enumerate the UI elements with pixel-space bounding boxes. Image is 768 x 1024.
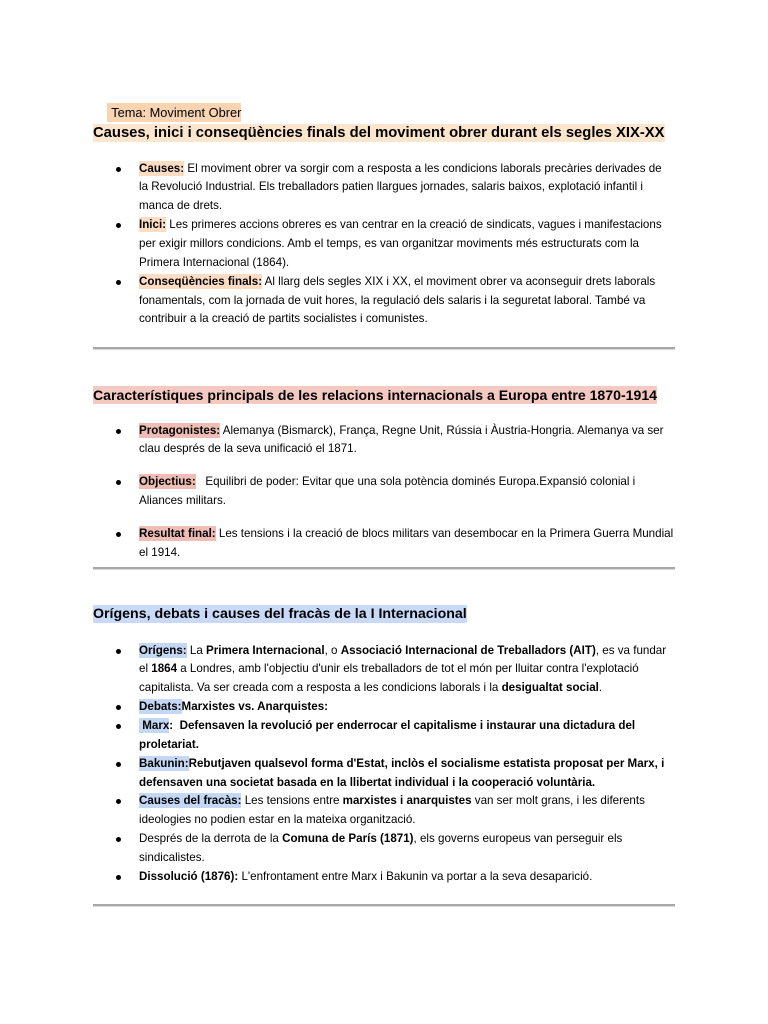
bullet-label: Objectius: — [139, 475, 196, 489]
body-text: Alemanya (Bismarck), França, Regne Unit, Rússia i Àustria-Hongria. Alemanya va ser — [220, 423, 664, 437]
body-text: la Revolució Industrial. Els treballadors patien llargues jornades, salaris baixos, explotació infantil i — [139, 180, 643, 194]
bullet-item — [139, 642, 683, 699]
bold-text: marxistes i anarquistes — [342, 794, 472, 808]
bullet-item — [139, 160, 683, 217]
bullet-item — [139, 717, 683, 755]
text-line — [139, 525, 683, 544]
bullet-icon — [116, 532, 121, 537]
horizontal-rule — [93, 904, 675, 907]
bullet-icon — [116, 837, 121, 842]
bullet-item — [139, 792, 683, 830]
body-text: contribuir a la creació de partits socialistes i comunistes. — [139, 312, 428, 326]
body-text: ideologies no podien estar en la mateixa organització. — [139, 813, 416, 827]
section-heading — [93, 604, 683, 624]
body-text: el 1914. — [139, 546, 181, 560]
body-text: Equilibri de poder: Evitar que una sola potència dominés Europa.Expansió colonial i — [195, 475, 636, 489]
body-text: Al llarg dels segles XIX i XX, el moviment obrer va aconseguir drets laborals — [262, 274, 656, 288]
bullet-icon — [116, 762, 121, 767]
bullet-label: Protagonistes: — [139, 423, 221, 437]
body-text: Les tensions entre — [241, 794, 343, 808]
bullet-label: Conseqüències finals: — [139, 274, 263, 288]
bullet-icon — [116, 799, 121, 804]
body-text: Aliances militars. — [139, 494, 226, 508]
body-text: per exigir millors condicions. Amb el temps, es van organitzar moviments més estructurats com la — [139, 236, 640, 250]
horizontal-rule — [93, 567, 675, 570]
bullet-icon — [116, 429, 121, 434]
text-line — [139, 698, 683, 717]
text-line — [139, 235, 683, 254]
text-line — [139, 254, 683, 273]
section-heading-text: Característiques principals de les relacions internacionals a Europa entre 1870-1914 — [93, 387, 657, 403]
text-line — [139, 197, 683, 216]
bold-text: Marxistes vs. Anarquistes: — [181, 700, 329, 714]
bullet-list — [139, 422, 683, 563]
bullet-item — [139, 698, 683, 717]
text-line — [139, 440, 683, 459]
body-text: El moviment obrer va sorgir com a resposta a les condicions laborals precàries derivades de — [184, 161, 662, 175]
body-text: , o — [324, 643, 341, 657]
text-line — [139, 755, 683, 774]
bullet-item — [139, 755, 683, 793]
bullet-label: Marx — [139, 718, 170, 732]
bullet-icon — [116, 480, 121, 485]
bold-text: Primera Internacional — [206, 643, 325, 657]
bullet-item — [139, 216, 683, 273]
section-heading — [93, 385, 683, 405]
horizontal-rule — [93, 347, 675, 350]
body-text: La — [186, 643, 207, 657]
bullet-list — [139, 160, 683, 330]
body-text: Les primeres accions obreres es van centrar en la creació de sindicats, vagues i manifestacions — [166, 218, 662, 232]
section-heading — [93, 123, 683, 143]
text-line — [139, 422, 683, 441]
body-text: van ser molt grans, i les diferents — [471, 794, 645, 808]
bullet-label: Inici: — [139, 218, 167, 232]
bullet-icon — [116, 223, 121, 228]
text-line — [139, 717, 683, 736]
body-text: sindicalistes. — [139, 850, 205, 864]
bullet-item — [139, 830, 683, 868]
bold-text: proletariat. — [139, 737, 199, 751]
body-text: Les tensions i la creació de blocs militars van desembocar en la Primera Guerra Mundial — [215, 527, 674, 541]
text-line — [139, 160, 683, 179]
bold-text: : Defensaven la revolució per enderrocar el capitalisme i instaurar una dictadura del — [169, 718, 636, 732]
bullet-label: Debats: — [139, 700, 182, 714]
body-text: L'enfrontament entre Marx i Bakunin va portar a la seva desaparició. — [238, 869, 593, 883]
text-line — [139, 473, 683, 492]
bullet-icon — [116, 875, 121, 880]
bullet-label: Orígens: — [139, 643, 187, 657]
bullet-icon — [116, 649, 121, 654]
bullet-list — [139, 642, 683, 887]
bullet-label: Resultat final: — [139, 527, 216, 541]
text-line — [139, 792, 683, 811]
section-international-relations — [93, 385, 683, 563]
bold-text: Rebutjaven qualsevol forma d'Estat, inclòs el socialisme estatista proposat per Marx, i — [188, 756, 665, 770]
section-heading-text: Causes, inici i conseqüències finals del moviment obrer durant els segles XIX-XX — [93, 125, 665, 141]
text-line — [139, 273, 683, 292]
bold-text: desigualtat social — [501, 681, 599, 695]
bullet-icon — [116, 724, 121, 729]
bullet-item — [139, 525, 683, 563]
body-text: capitalista. Va ser creada com a resposta a les condicions laborals i la — [139, 681, 502, 695]
bullet-icon — [116, 167, 121, 172]
bullet-item — [139, 422, 683, 460]
text-line — [139, 679, 683, 698]
text-line — [139, 849, 683, 868]
section-causes — [93, 123, 683, 329]
text-line — [139, 811, 683, 830]
body-text: Primera Internacional (1864). — [139, 255, 290, 269]
bullet-item — [139, 273, 683, 330]
text-line — [139, 178, 683, 197]
text-line — [139, 774, 683, 793]
text-line — [139, 292, 683, 311]
body-text: Després de la derrota de la — [139, 832, 283, 846]
body-text: , els governs europeus van perseguir els — [413, 832, 623, 846]
section-heading-text: Orígens, debats i causes del fracàs de la I Internacional — [93, 606, 467, 622]
bullet-label: Causes: — [139, 161, 185, 175]
bold-text: defensaven una societat basada en la llibertat individual i la cooperació voluntària. — [139, 775, 596, 789]
body-text: el — [139, 662, 152, 676]
text-line — [139, 544, 683, 563]
body-text: a Londres, amb l'objectiu d'unir els treballadors de tot el món per lluitar contra l'explotació — [177, 662, 639, 676]
body-text: . — [598, 681, 603, 695]
text-line — [139, 310, 683, 329]
bullet-icon — [116, 705, 121, 710]
text-line — [139, 736, 683, 755]
text-line — [139, 660, 683, 679]
bold-text: Dissolució (1876): — [139, 869, 239, 883]
text-line — [139, 216, 683, 235]
section-first-international — [93, 604, 683, 887]
text-line — [139, 642, 683, 661]
bold-text: Associació Internacional de Treballadors (AIT) — [340, 643, 596, 657]
bullet-label: Bakunin: — [139, 756, 189, 770]
body-text: , es va fundar — [595, 643, 667, 657]
body-text: fonamentals, com la jornada de vuit hores, la regulació dels salaris i la seguretat laboral. També va — [139, 293, 646, 307]
bullet-item — [139, 473, 683, 511]
body-text: manca de drets. — [139, 199, 223, 213]
bold-text: 1864 — [151, 662, 178, 676]
bullet-icon — [116, 280, 121, 285]
body-text: clau després de la seva unificació el 1871. — [139, 442, 357, 456]
bullet-label: Causes del fracàs: — [139, 794, 242, 808]
bullet-item — [139, 868, 683, 887]
text-line — [139, 830, 683, 849]
bold-text: Comuna de París (1871) — [282, 832, 414, 846]
text-line — [139, 492, 683, 511]
topic-label: Tema: Moviment Obrer — [107, 103, 241, 122]
text-line — [139, 868, 683, 887]
